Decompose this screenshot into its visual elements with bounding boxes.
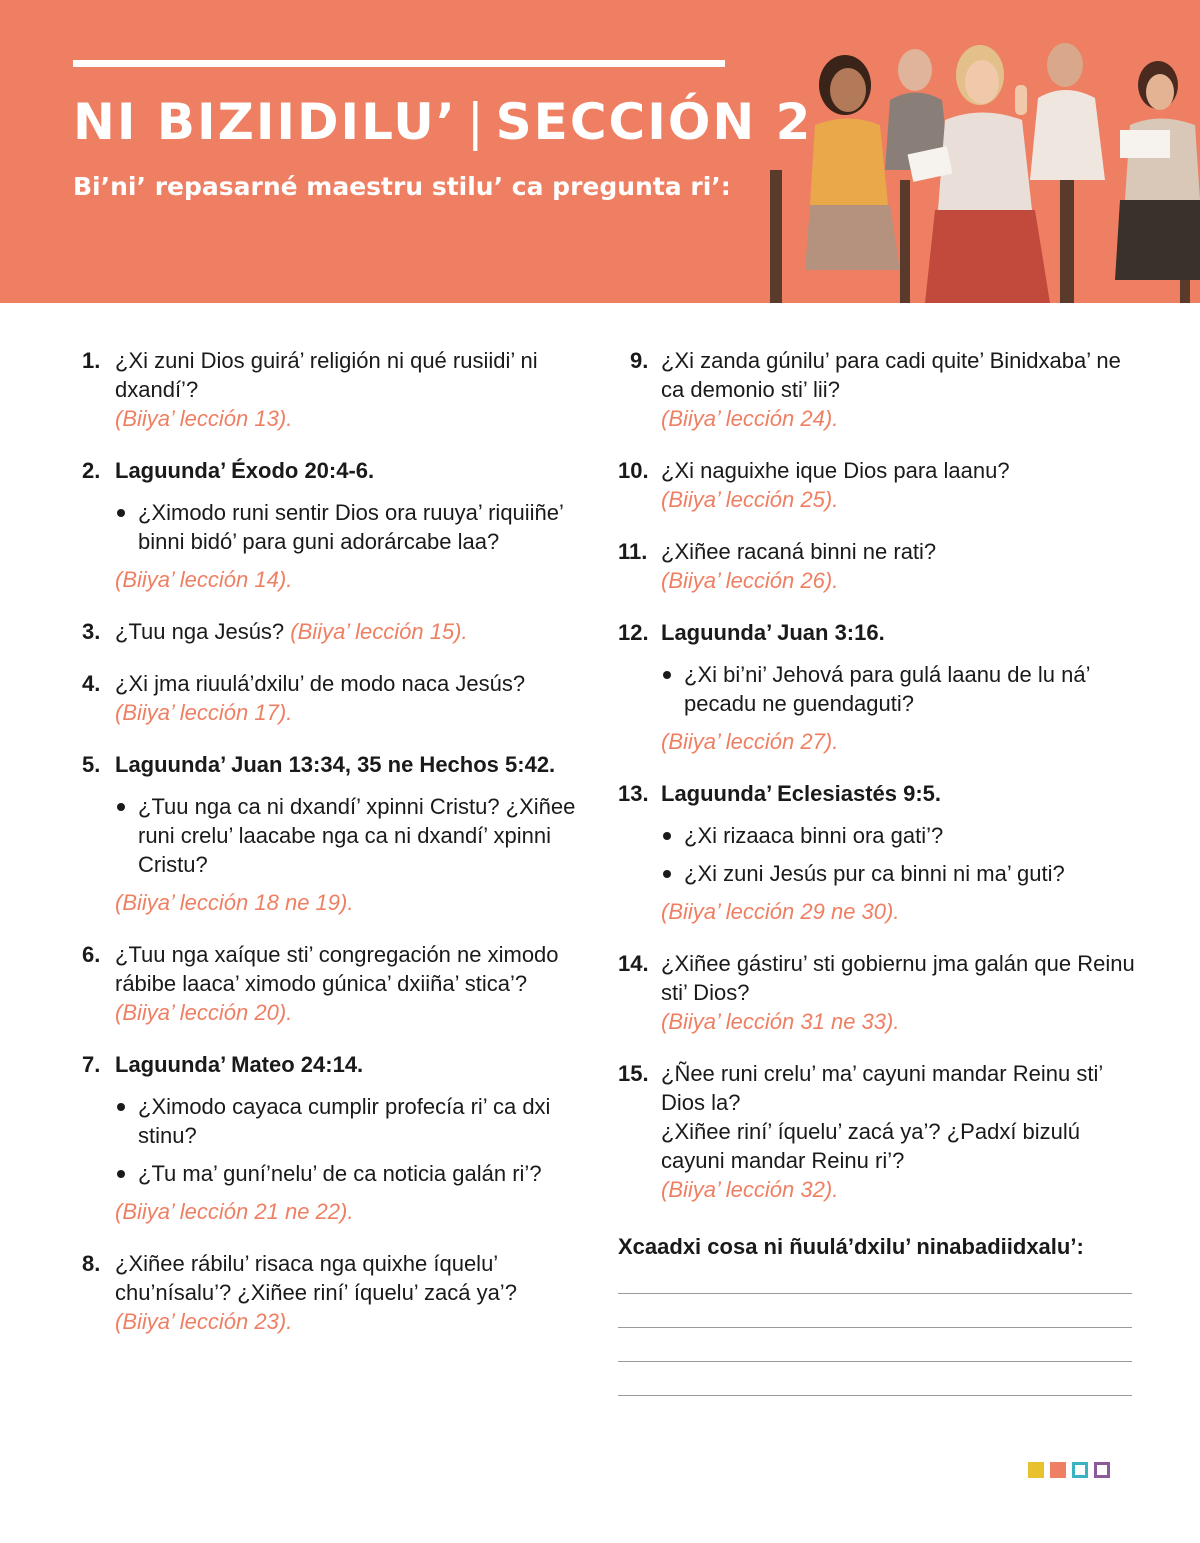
lesson-reference: (Biiya’ lección 17). — [115, 700, 293, 725]
question-3: 3. ¿Tuu nga Jesús? (Biiya’ lección 15). — [82, 619, 468, 644]
question-14: 14. ¿Xiñee gástiru’ sti gobiernu jma galán que Reinu sti’ Dios? (Biiya’ lección 31 ne 33). — [618, 949, 1138, 1036]
questions-left-column — [82, 346, 582, 1359]
question-2: 2. Laguunda’ Éxodo 20:4-6. ¿Ximodo runi sentir Dios ora ruuya’ riquiiñe’ binni bidó’ para guni adorárcabe laa? (Biiya’ lección 14). — [82, 456, 582, 594]
coral-square-icon — [1050, 1462, 1066, 1478]
bullet-item: ¿Tuu nga ca ni dxandí’ xpinni Cristu? ¿Xiñee runi crelu’ laacabe nga ca ni dxandí’ xpinni Cristu? — [115, 792, 582, 879]
question-11: 11. ¿Xiñee racaná binni ne rati? (Biiya’ lección 26). — [618, 537, 1138, 595]
notes-line — [618, 1395, 1132, 1396]
purple-square-outline-icon — [1094, 1462, 1110, 1478]
question-4: 4. ¿Xi jma riuulá’dxilu’ de modo naca Jesús? (Biiya’ lección 17). — [82, 669, 582, 727]
question-10: 10. ¿Xi naguixhe ique Dios para laanu? (Biiya’ lección 25). — [618, 456, 1138, 514]
question-15: 15. ¿Ñee runi crelu’ ma’ cayuni mandar Reinu sti’ Dios la? ¿Xiñee riní’ íquelu’ zacá ya’? ¿Padxí bizulú cayuni mandar Reinu ri’? (Biiya’ lección 32). — [618, 1059, 1138, 1204]
bullet-item: ¿Xi zuni Jesús pur ca binni ni ma’ guti? — [661, 859, 1138, 888]
lesson-reference: (Biiya’ lección 27). — [661, 729, 839, 754]
lesson-reference: (Biiya’ lección 18 ne 19). — [115, 890, 354, 915]
lesson-reference: (Biiya’ lección 14). — [115, 567, 293, 592]
page-title: NI BIZIIDILU’ | SECCIÓN 2 — [73, 93, 813, 151]
color-squares-legend — [1028, 1462, 1110, 1478]
question-5: 5. Laguunda’ Juan 13:34, 35 ne Hechos 5:42. ¿Tuu nga ca ni dxandí’ xpinni Cristu? ¿Xiñee runi crelu’ laacabe nga ca ni dxandí’ xpinni Cristu? (Biiya’ lección 18 ne 19). — [82, 750, 582, 917]
notes-label: Xcaadxi cosa ni ñuulá’dxilu’ ninabadiidxalu’: — [618, 1234, 1084, 1259]
notes-line — [618, 1327, 1132, 1328]
page-subtitle: Bi’ni’ repasarné maestru stilu’ ca pregunta ri’: — [73, 172, 731, 201]
bullet-item: ¿Ximodo runi sentir Dios ora ruuya’ riquiiñe’ binni bidó’ para guni adorárcabe laa? — [115, 498, 582, 556]
question-6: 6. ¿Tuu nga xaíque sti’ congregación ne ximodo rábibe laaca’ ximodo gúnica’ dxiiña’ stica’? (Biiya’ lección 20). — [82, 940, 582, 1027]
bullet-item: ¿Xi bi’ni’ Jehová para gulá laanu de lu ná’ pecadu ne guendaguti? — [661, 660, 1138, 718]
lesson-reference: (Biiya’ lección 26). — [661, 568, 839, 593]
lesson-reference: (Biiya’ lección 25). — [661, 487, 839, 512]
question-7: 7. Laguunda’ Mateo 24:14. ¿Ximodo cayaca cumplir profecía ri’ ca dxi stinu? ¿Tu ma’ guní’nelu’ de ca noticia galán ri’? (Biiya’ lección 21 ne 22). — [82, 1050, 582, 1226]
lesson-reference: (Biiya’ lección 13). — [115, 406, 293, 431]
notes-line — [618, 1361, 1132, 1362]
people-illustration — [760, 30, 1200, 303]
lesson-reference: (Biiya’ lección 20). — [115, 1000, 293, 1025]
question-1: 1. ¿Xi zuni Dios guirá’ religión ni qué rusiidi’ ni dxandí’? (Biiya’ lección 13). — [82, 346, 582, 433]
notes-line — [618, 1293, 1132, 1294]
question-8: 8. ¿Xiñee rábilu’ risaca nga quixhe íquelu’ chu’nísalu’? ¿Xiñee riní’ íquelu’ zacá ya’? (Biiya’ lección 23). — [82, 1249, 582, 1336]
lesson-reference: (Biiya’ lección 24). — [661, 406, 839, 431]
lesson-reference: (Biiya’ lección 32). — [661, 1177, 839, 1202]
header-rule — [73, 60, 725, 67]
questions-right-column — [618, 346, 1138, 1396]
question-9: 9. ¿Xi zanda gúnilu’ para cadi quite’ Binidxaba’ ne ca demonio sti’ lii? (Biiya’ lección 24). — [618, 346, 1138, 433]
question-12: 12. Laguunda’ Juan 3:16. ¿Xi bi’ni’ Jehová para gulá laanu de lu ná’ pecadu ne guendaguti? (Biiya’ lección 27). — [618, 618, 1138, 756]
lesson-reference: (Biiya’ lección 23). — [115, 1309, 293, 1334]
lesson-reference: (Biiya’ lección 15). — [290, 619, 468, 644]
teal-square-outline-icon — [1072, 1462, 1088, 1478]
header-banner — [0, 0, 1200, 303]
question-13: 13. Laguunda’ Eclesiastés 9:5. ¿Xi rizaaca binni ora gati’? ¿Xi zuni Jesús pur ca binni ni ma’ guti? (Biiya’ lección 29 ne 30). — [618, 779, 1138, 926]
lesson-reference: (Biiya’ lección 21 ne 22). — [115, 1199, 354, 1224]
yellow-square-icon — [1028, 1462, 1044, 1478]
bullet-item: ¿Xi rizaaca binni ora gati’? — [661, 821, 1138, 850]
lesson-reference: (Biiya’ lección 31 ne 33). — [661, 1009, 900, 1034]
bullet-item: ¿Ximodo cayaca cumplir profecía ri’ ca dxi stinu? — [115, 1092, 582, 1150]
bullet-item: ¿Tu ma’ guní’nelu’ de ca noticia galán ri’? — [115, 1159, 582, 1188]
lesson-reference: (Biiya’ lección 29 ne 30). — [661, 899, 900, 924]
